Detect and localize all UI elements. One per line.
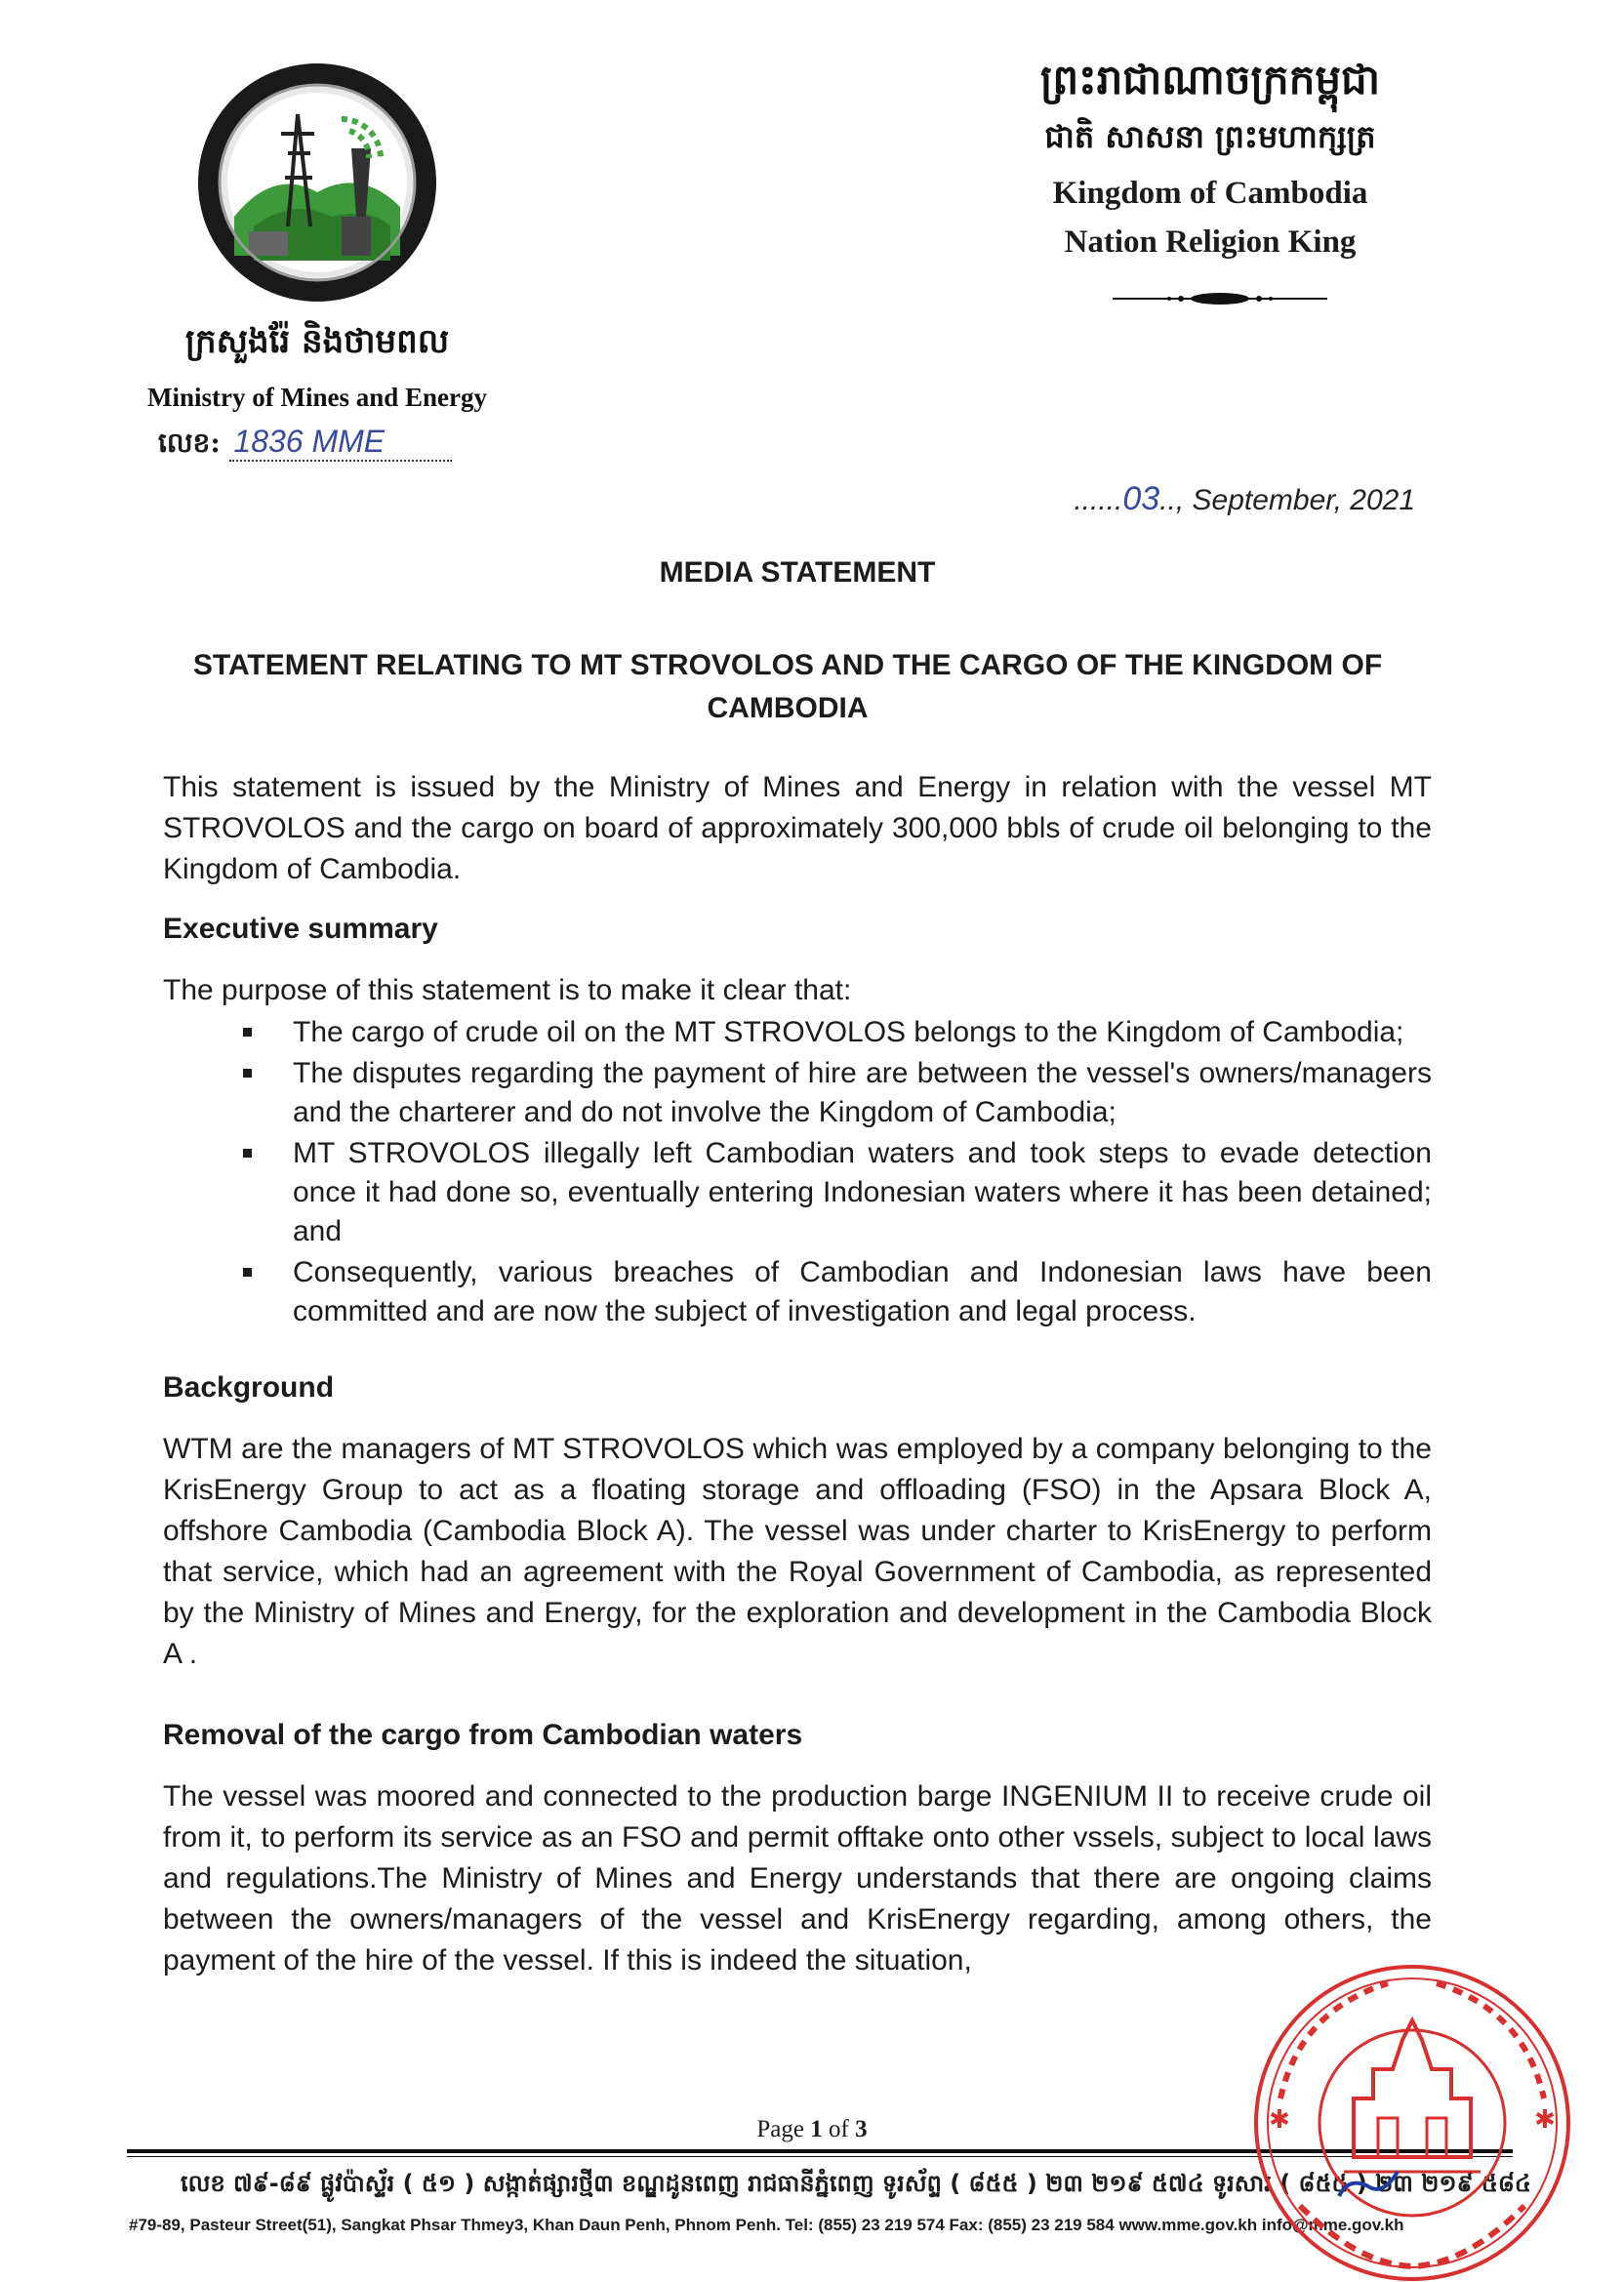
bullet-icon <box>243 1268 252 1277</box>
intro-paragraph: This statement is issued by the Ministry of Mines and Energy in relation with the vessel MT STROVOLOS and the cargo on board of approximately 300,000 bbls of crude oil belonging to the Kingdom of Cambodia. <box>163 771 1432 885</box>
list-item: MT STROVOLOS illegally left Cambodian waters and took steps to evade detection once it had done so, eventually entering Indonesian waters where it has been detained; and <box>163 1134 1432 1251</box>
reference-number <box>158 424 452 466</box>
bullet-icon <box>243 1069 252 1078</box>
reference-value: 1836 MME <box>229 424 452 462</box>
official-red-stamp-icon <box>1241 1952 1583 2282</box>
background-paragraph: WTM are the managers of MT STROVOLOS which was employed by a company belonging to the KrisEnergy Group to act as a floating storage and offloading (FSO) in the Apsara Block A, offshore Cambodia (Cambodia Block A). The vessel was under charter to KrisEnergy to perform that service, which had an agreement with the Royal Government of Cambodia, as represented by the Ministry of Mines and Energy, for the exploration and development in the Cambodia Block A . <box>163 1433 1432 1670</box>
executive-summary-lead: The purpose of this statement is to make it clear that: <box>163 974 852 1006</box>
ministry-name-english: Ministry of Mines and Energy <box>147 383 487 412</box>
bullet-icon <box>243 1149 252 1158</box>
executive-summary-heading: Executive summary <box>163 913 438 945</box>
reference-label: លេខ: <box>158 427 221 459</box>
ministry-name-khmer: ក្រសួងរ៉ែ និងថាមពល <box>184 322 450 361</box>
background-heading: Background <box>163 1371 335 1404</box>
list-item: Consequently, various breaches of Cambodian and Indonesian laws have been committed and are now the subject of investigation and legal process. <box>163 1253 1432 1331</box>
ministry-seal-icon <box>195 61 439 305</box>
document-subtitle: STATEMENT RELATING TO MT STROVOLOS AND THE CARGO OF THE KINGDOM OF CAMBODIA <box>192 649 1383 724</box>
kingdom-name-english: Kingdom of Cambodia <box>1052 176 1368 211</box>
document-date <box>1025 480 1415 518</box>
svg-text:✱: ✱ <box>1534 2105 1556 2135</box>
list-item: The disputes regarding the payment of hire are between the vessel's owners/managers and the charterer and do not involve the Kingdom of Cambodia; <box>163 1054 1432 1132</box>
footer-address-khmer: លេខ ៧៩-៨៩ ផ្លូវប៉ាស្ទ័រ ( ៥១ ) សង្កាត់ផ្សារថ្មី៣ ខណ្ឌដូនពេញ រាជធានីភ្នំពេញ ទូរស័ព្ទ ( ៨៥៥ ) ២៣ ២១៩ ៥៧៤ ទូរសារ ( ៨៥៥ ) ២៣ ២១៩ ៥៨៤ <box>181 2170 1531 2197</box>
nation-motto-english: Nation Religion King <box>1064 224 1357 260</box>
svg-text:✱: ✱ <box>1269 2105 1290 2135</box>
summary-bullet-list <box>163 1013 1432 1331</box>
ornamental-divider-icon <box>1113 289 1327 308</box>
kingdom-name-khmer: ព្រះរាជាណាចក្រកម្ពុជា <box>1039 56 1381 103</box>
document-title: MEDIA STATEMENT <box>659 556 936 589</box>
date-rest: .., September, 2021 <box>1159 484 1415 516</box>
date-day: 03 <box>1122 480 1160 517</box>
statement-body <box>163 556 1432 1981</box>
removal-paragraph: The vessel was moored and connected to the production barge INGENIUM II to receive crude oil from it, to perform its service as an FSO and permit offtake onto other vssels, subject to local laws and regulations.The Ministry of Mines and Energy understands that there are ongoing claims between the owners/managers of the vessel and KrisEnergy regarding, among others, the payment of the hire of the vessel. If this is indeed the situation, <box>163 1780 1432 1976</box>
list-item: The cargo of crude oil on the MT STROVOLOS belongs to the Kingdom of Cambodia; <box>163 1013 1432 1052</box>
bullet-icon <box>243 1028 252 1037</box>
date-prefix: ...... <box>1074 484 1123 516</box>
page-number: Page 1 of 3 <box>756 2116 868 2142</box>
nation-motto-khmer: ជាតិ សាសនា ព្រះមហាក្សត្រ <box>1044 118 1376 155</box>
footer-address-english: #79-89, Pasteur Street(51), Sangkat Phsar Thmey3, Khan Daun Penh, Phnom Penh. Tel: (855) 23 219 574 Fax: (855) 23 219 584 www.mme.gov.kh info@mme.gov.kh <box>129 2216 1404 2234</box>
removal-heading: Removal of the cargo from Cambodian waters <box>163 1719 803 1751</box>
